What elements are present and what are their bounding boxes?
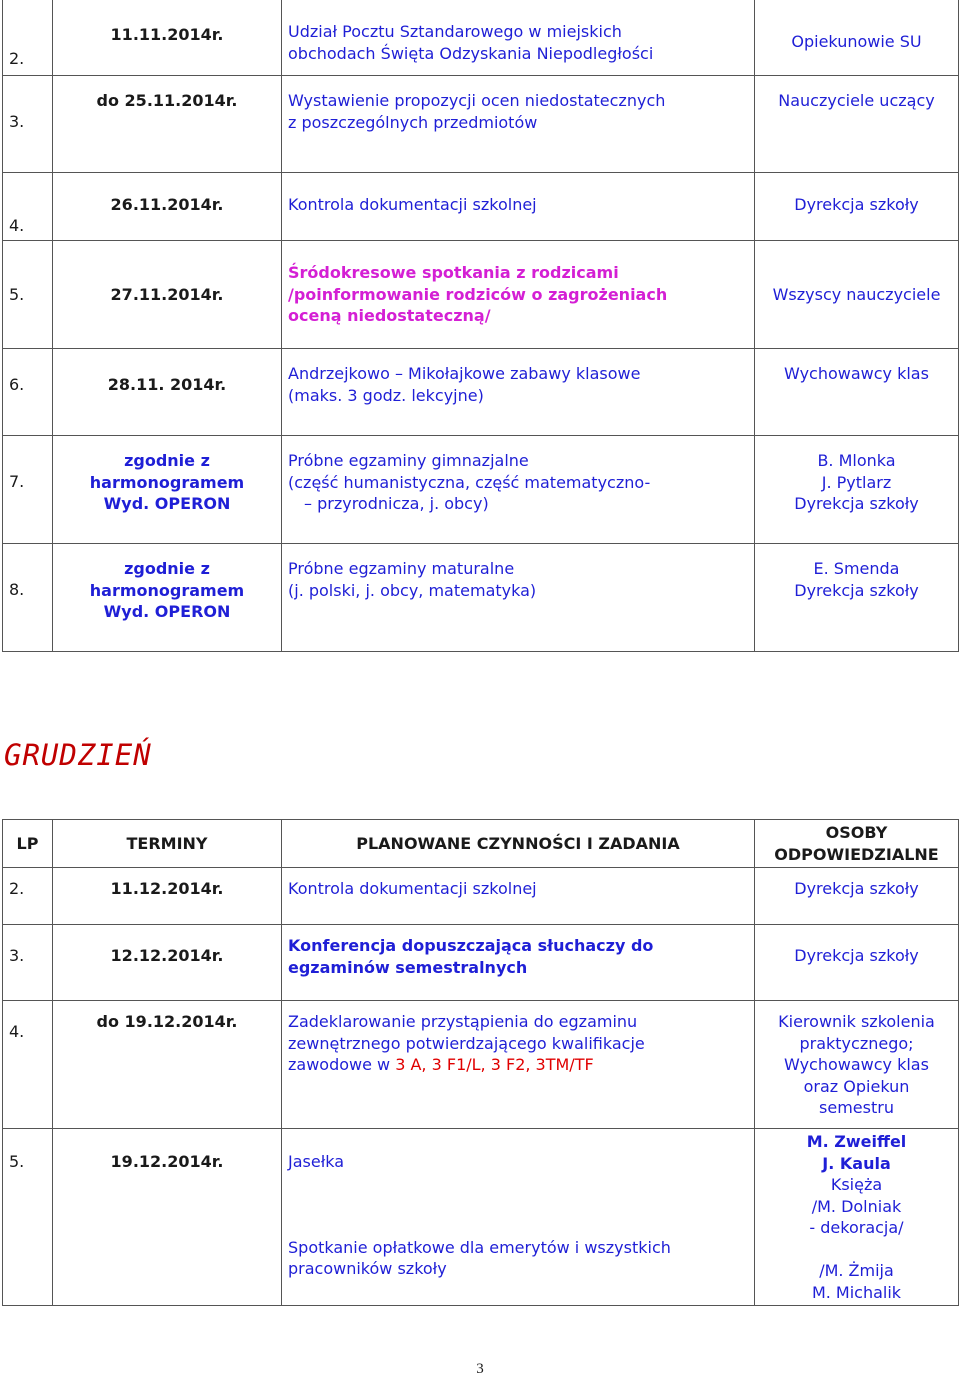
header-terms: TERMINY xyxy=(53,820,282,868)
december-schedule-table xyxy=(2,819,959,1306)
table-row xyxy=(3,868,959,925)
lp-cell: 8. xyxy=(3,544,53,652)
task-cell: Kontrola dokumentacji szkolnej xyxy=(282,173,755,241)
term-cell: 19.12.2014r. xyxy=(53,1129,282,1306)
term-cell: do 19.12.2014r. xyxy=(53,1001,282,1129)
lp-cell: 4. xyxy=(3,173,53,241)
table-header-row xyxy=(3,820,959,868)
responsible-cell: E. Smenda Dyrekcja szkoły xyxy=(755,544,959,652)
term-cell: zgodnie z harmonogramem Wyd. OPERON xyxy=(53,436,282,544)
responsible-cell: Nauczyciele uczący xyxy=(755,76,959,173)
responsible-cell: B. Mlonka J. Pytlarz Dyrekcja szkoły xyxy=(755,436,959,544)
lp-cell: 2. xyxy=(3,868,53,925)
lp-cell: 5. xyxy=(3,1129,53,1306)
task-cell: Śródokresowe spotkania z rodzicami /poinformowanie rodziców o zagrożeniach oceną niedostateczną/ xyxy=(282,241,755,349)
lp-cell: 6. xyxy=(3,349,53,436)
term-cell: do 25.11.2014r. xyxy=(53,76,282,173)
month-title-december: GRUDZIEŃ xyxy=(4,738,152,772)
task-cell: Udział Pocztu Sztandarowego w miejskich obchodach Święta Odzyskania Niepodległości xyxy=(282,0,755,76)
lp-cell: 2. xyxy=(3,0,53,76)
term-cell: 28.11. 2014r. xyxy=(53,349,282,436)
responsible-cell: Wychowawcy klas xyxy=(755,349,959,436)
responsible-cell: Opiekunowie SU xyxy=(755,0,959,76)
page-number: 3 xyxy=(476,1361,484,1377)
lp-cell: 3. xyxy=(3,76,53,173)
header-lp: LP xyxy=(3,820,53,868)
table-row xyxy=(3,1001,959,1129)
responsible-cell: M. Zweiffel J. Kaula Księża /M. Dolniak - dekoracja/ /M. Żmija M. Michalik xyxy=(755,1129,959,1306)
table-row xyxy=(3,173,959,241)
november-schedule-table xyxy=(2,0,959,652)
lp-cell: 7. xyxy=(3,436,53,544)
header-tasks: PLANOWANE CZYNNOŚCI I ZADANIA xyxy=(282,820,755,868)
lp-cell: 5. xyxy=(3,241,53,349)
task-cell: Jasełka Spotkanie opłatkowe dla emerytów i wszystkich pracowników szkoły xyxy=(282,1129,755,1306)
lp-cell: 4. xyxy=(3,1001,53,1129)
term-cell: 11.12.2014r. xyxy=(53,868,282,925)
responsible-cell: Wszyscy nauczyciele xyxy=(755,241,959,349)
term-cell: 12.12.2014r. xyxy=(53,925,282,1001)
table-row xyxy=(3,0,959,76)
table-row xyxy=(3,76,959,173)
table-row xyxy=(3,241,959,349)
term-cell: 26.11.2014r. xyxy=(53,173,282,241)
header-responsible: OSOBY ODPOWIEDZIALNE xyxy=(755,820,959,868)
table-row xyxy=(3,544,959,652)
responsible-cell: Dyrekcja szkoły xyxy=(755,868,959,925)
term-cell: 11.11.2014r. xyxy=(53,0,282,76)
task-cell: Kontrola dokumentacji szkolnej xyxy=(282,868,755,925)
task-cell: Konferencja dopuszczająca słuchaczy do egzaminów semestralnych xyxy=(282,925,755,1001)
term-cell: 27.11.2014r. xyxy=(53,241,282,349)
table-row xyxy=(3,436,959,544)
class-list: 3 A, 3 F1/L, 3 F2, 3TM/TF xyxy=(395,1055,594,1074)
task-cell: Wystawienie propozycji ocen niedostatecznych z poszczególnych przedmiotów xyxy=(282,76,755,173)
task-cell: Próbne egzaminy maturalne (j. polski, j. obcy, matematyka) xyxy=(282,544,755,652)
responsible-cell: Kierownik szkolenia praktycznego; Wychowawcy klas oraz Opiekun semestru xyxy=(755,1001,959,1129)
lp-cell: 3. xyxy=(3,925,53,1001)
responsible-cell: Dyrekcja szkoły xyxy=(755,173,959,241)
task-cell: Andrzejkowo – Mikołajkowe zabawy klasowe (maks. 3 godz. lekcyjne) xyxy=(282,349,755,436)
task-cell: Zadeklarowanie przystąpienia do egzaminu zewnętrznego potwierdzającego kwalifikacje zawodowe w 3 A, 3 F1/L, 3 F2, 3TM/TF xyxy=(282,1001,755,1129)
table-row xyxy=(3,349,959,436)
table-row xyxy=(3,1129,959,1306)
responsible-cell: Dyrekcja szkoły xyxy=(755,925,959,1001)
table-row xyxy=(3,925,959,1001)
task-cell: Próbne egzaminy gimnazjalne (część humanistyczna, część matematyczno- – przyrodnicza, j. obcy) xyxy=(282,436,755,544)
term-cell: zgodnie z harmonogramem Wyd. OPERON xyxy=(53,544,282,652)
